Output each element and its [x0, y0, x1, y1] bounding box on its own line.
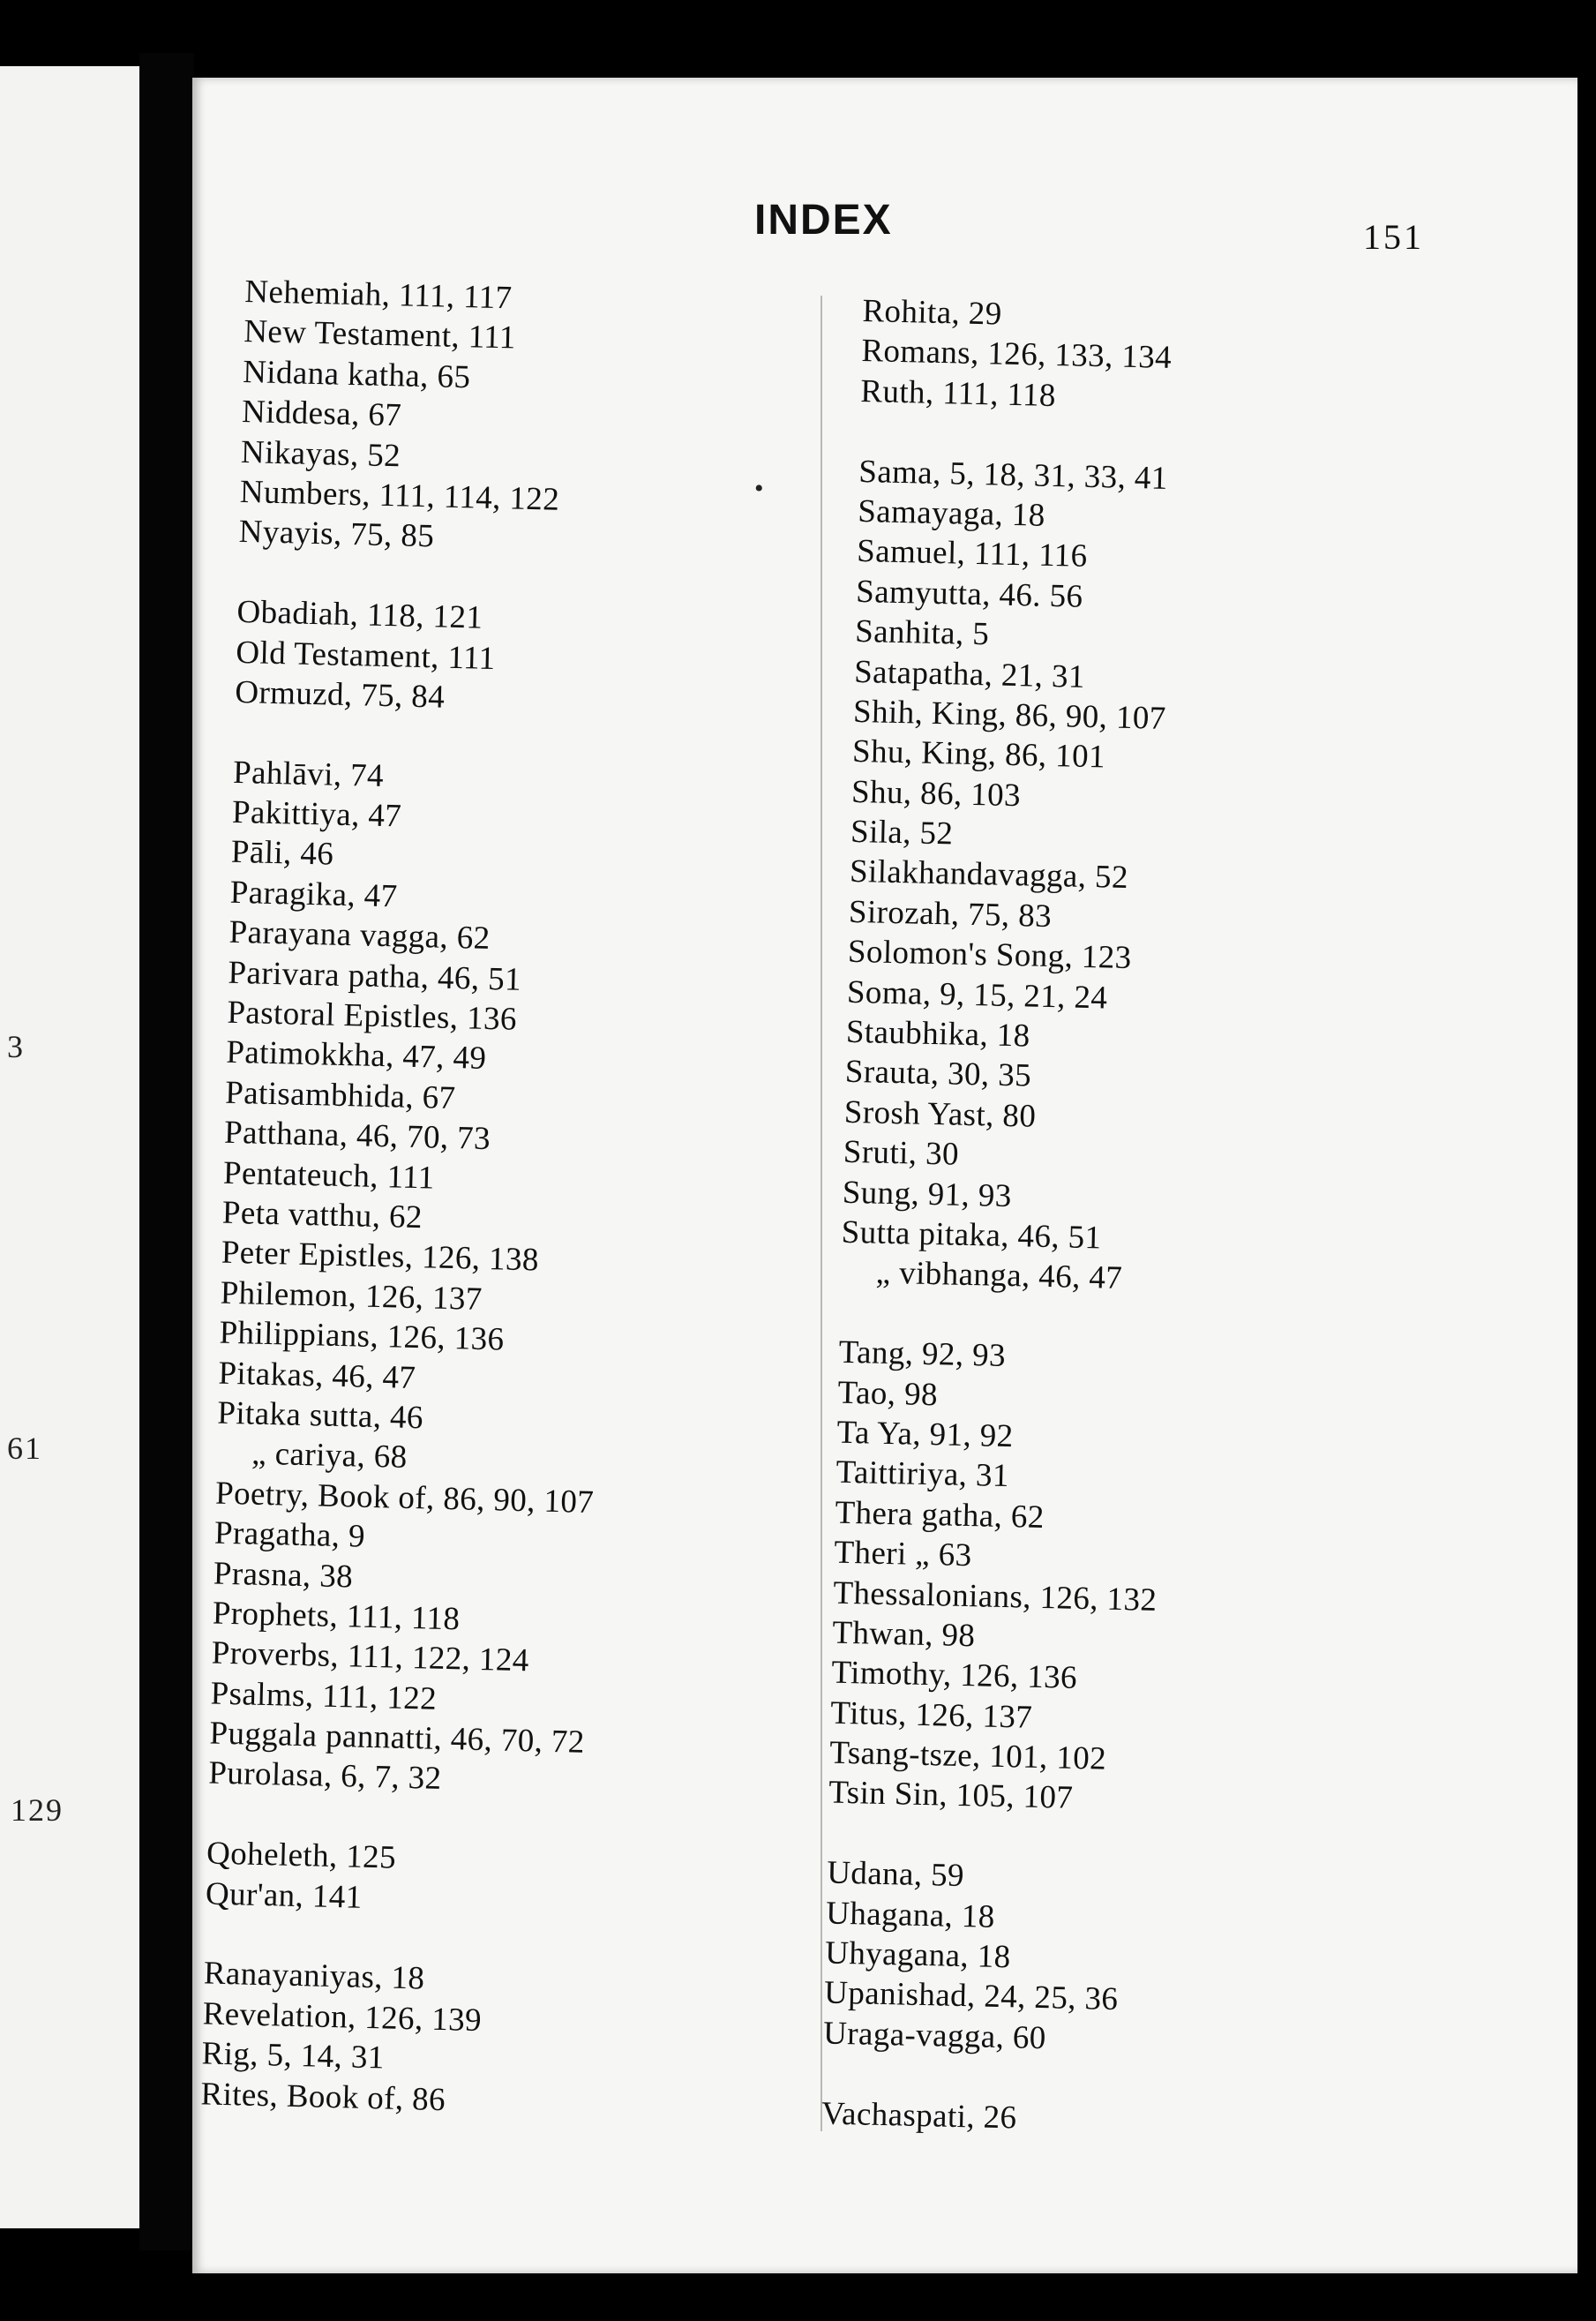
index-entry: Uhyagana, 18	[824, 1934, 1011, 1976]
index-entry: Rohita, 29	[862, 292, 1003, 333]
index-entry: Titus, 126, 137	[829, 1694, 1033, 1736]
index-entry: Timothy, 126, 136	[831, 1654, 1078, 1697]
index-entry: Philippians, 126, 136	[219, 1314, 505, 1358]
index-entry: Samayaga, 18	[857, 492, 1046, 534]
index-entry: Niddesa, 67	[241, 394, 402, 434]
index-entry: Psalms, 111, 122	[210, 1675, 438, 1717]
index-entry: Thera gatha, 62	[835, 1494, 1045, 1536]
index-entry: Qur'an, 141	[205, 1875, 363, 1916]
index-entry: Solomon's Song, 123	[847, 934, 1133, 977]
index-entry: Udana, 59	[826, 1854, 965, 1895]
index-entry: Pakittiya, 47	[231, 793, 402, 835]
index-entry: Srosh Yast, 80	[843, 1093, 1037, 1135]
index-entry: Shu, King, 86, 101	[851, 733, 1106, 776]
index-entry: Soma, 9, 15, 21, 24	[846, 973, 1108, 1017]
left-page-fragment: 129	[11, 1792, 64, 1828]
index-entry: Pragatha, 9	[214, 1514, 366, 1555]
index-entry: Philemon, 126, 137	[220, 1274, 483, 1318]
index-entry: Romans, 126, 133, 134	[860, 333, 1173, 377]
index-entry: Pāli, 46	[230, 834, 334, 874]
index-entry: Samuel, 111, 116	[856, 533, 1088, 575]
index-entry: Patimokkha, 47, 49	[225, 1034, 487, 1078]
index-entry: Poetry, Book of, 86, 90, 107	[214, 1475, 595, 1521]
index-entry: Sirozah, 75, 83	[848, 893, 1053, 935]
index-entry: Tsin Sin, 105, 107	[828, 1775, 1074, 1817]
index-entry: Tang, 92, 93	[838, 1333, 1007, 1375]
index-entry: Nyayis, 75, 85	[238, 514, 435, 555]
index-entry: Tao, 98	[837, 1374, 939, 1413]
index-entry: New Testament, 111	[243, 313, 517, 357]
index-entry: Obadiah, 118, 121	[236, 594, 483, 636]
index-entry: Sama, 5, 18, 31, 33, 41	[858, 453, 1169, 497]
index-entry: Peta vatthu, 62	[221, 1194, 423, 1236]
index-entry: Vachaspati, 26	[820, 2095, 1017, 2137]
index-entry: Old Testament, 111	[235, 634, 496, 677]
book-spine	[139, 53, 194, 2250]
index-entry: Revelation, 126, 139	[202, 1995, 483, 2039]
index-entry: Taittiriya, 31	[835, 1453, 1010, 1495]
index-entry: Nehemiah, 111, 117	[244, 273, 513, 317]
index-entry: Sila, 52	[850, 813, 954, 853]
index-entry: Shu, 86, 103	[850, 773, 1022, 814]
index-entry: Nikayas, 52	[240, 433, 401, 474]
index-entry: Ta Ya, 91, 92	[836, 1414, 1015, 1455]
index-entry: Rig, 5, 14, 31	[201, 2035, 386, 2077]
index-entry: Pitaka sutta, 46	[216, 1394, 424, 1437]
index-entry: Pastoral Epistles, 136	[226, 994, 518, 1038]
index-entry: Paragika, 47	[229, 874, 399, 915]
index-entry: Thwan, 98	[832, 1614, 976, 1655]
index-entry: Samyutta, 46. 56	[855, 573, 1083, 615]
index-entry: Peter Epistles, 126, 138	[221, 1235, 540, 1279]
index-entry: Nidana katha, 65	[242, 353, 471, 396]
index-entry: Tsang-tsze, 101, 102	[828, 1734, 1107, 1777]
index-entry: Ormuzd, 75, 84	[234, 673, 446, 716]
index-entry: Prasna, 38	[213, 1555, 354, 1595]
index-entry: Pitakas, 46, 47	[218, 1355, 416, 1396]
index-entry: Parivara patha, 46, 51	[228, 954, 522, 998]
left-page-fragment: 3	[7, 1029, 25, 1064]
left-page-fragment: 61	[7, 1431, 42, 1466]
page-number: 151	[1363, 217, 1424, 257]
index-entry: Prophets, 111, 118	[212, 1595, 461, 1638]
index-entry: Purolasa, 6, 7, 32	[207, 1754, 442, 1798]
index-entry: Proverbs, 111, 122, 124	[211, 1634, 530, 1679]
index-column-right	[821, 291, 1187, 2141]
index-entry: Shih, King, 86, 90, 107	[852, 693, 1167, 737]
index-entry: Uhagana, 18	[825, 1895, 996, 1935]
index-entry: Staubhika, 18	[845, 1013, 1031, 1055]
index-entry: Srauta, 30, 35	[844, 1054, 1032, 1094]
index-entry: Patthana, 46, 70, 73	[223, 1114, 491, 1158]
index-entry: Thessalonians, 126, 132	[833, 1574, 1158, 1619]
index-entry: Ranayaniyas, 18	[203, 1955, 425, 1997]
index-entry: Sung, 91, 93	[842, 1174, 1013, 1214]
index-entry: Sutta pitaka, 46, 51	[841, 1213, 1102, 1257]
index-entry: „ vibhanga, 46, 47	[875, 1255, 1123, 1297]
index-entry: Pahlāvi, 74	[232, 754, 385, 794]
index-entry: Pentateuch, 111	[222, 1154, 436, 1197]
index-entry: Ruth, 111, 118	[859, 372, 1057, 414]
index-entry: Satapatha, 21, 31	[853, 653, 1086, 695]
index-entry: Patisambhida, 67	[224, 1074, 456, 1116]
index-entry: „ cariya, 68	[251, 1435, 408, 1476]
index-entry: Theri „ 63	[834, 1534, 973, 1574]
page-title: INDEX	[754, 197, 893, 244]
margin-mark: •	[754, 474, 764, 503]
index-entry: Uraga-vagga, 60	[822, 2015, 1047, 2057]
column-divider	[820, 296, 822, 2131]
index-entry: Rites, Book of, 86	[200, 2075, 446, 2118]
index-entry: Qoheleth, 125	[206, 1835, 397, 1876]
index-entry: Sanhita, 5	[854, 613, 990, 653]
index-entry: Puggala pannatti, 46, 70, 72	[209, 1715, 586, 1761]
index-entry: Parayana vagga, 62	[229, 914, 491, 958]
index-entry: Upanishad, 24, 25, 36	[823, 1974, 1119, 2018]
index-entry: Numbers, 111, 114, 122	[239, 473, 560, 518]
index-column-left	[200, 272, 624, 2123]
index-entry: Silakhandavagga, 52	[849, 853, 1129, 897]
index-entry: Sruti, 30	[843, 1133, 960, 1173]
